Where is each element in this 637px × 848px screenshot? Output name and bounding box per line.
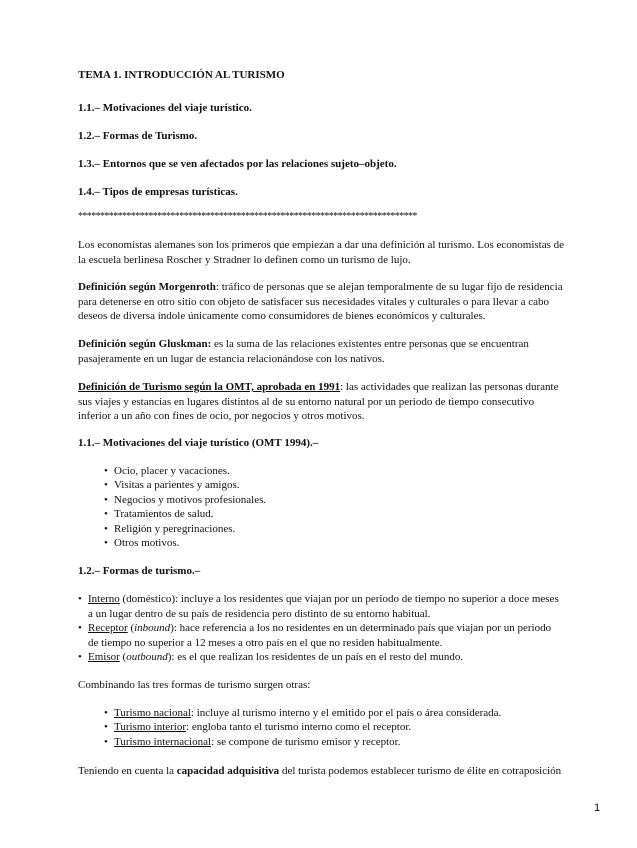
page-number: 1 xyxy=(594,802,601,814)
bullet-icon: • xyxy=(104,479,108,492)
list-item: • Emisor (outbound): es el que realizan los residentes de un país en el resto del mundo. xyxy=(78,651,464,663)
morgenroth-line-2: para detenerse en otro sitio con objeto de satisfacer sus necesidades vitales y culturales o para llevar a cabo xyxy=(78,295,549,308)
gluskman-line-1: es la suma de las relaciones existentes entre personas que se encuentran xyxy=(211,338,529,350)
bullet-icon: • xyxy=(104,522,108,535)
morgenroth-line-3: deseos de diversa índole únicamente como consumidores de bienes económicos y culturales. xyxy=(78,310,486,322)
final-paragraph: Teniendo en cuenta la capacidad adquisitiva del turista podemos establecer turismo de élite en cotraposición xyxy=(78,765,562,777)
bullet-icon: • xyxy=(78,651,82,663)
bullet-icon: • xyxy=(78,593,82,605)
intro-line-2: la escuela berlinesa Roscher y Stradner lo definen como un turismo de lujo. xyxy=(78,253,411,266)
intro-line-1: Los economistas alemanes son los primeros que empiezan a dar una definición al turismo. Los economistas de xyxy=(78,239,565,251)
omt-line-1: : las actividades que realizan las personas durante xyxy=(340,381,559,393)
section-1-heading: 1.1.– Motivaciones del viaje turístico (OMT 1994).– xyxy=(78,437,319,449)
bullet-icon: • xyxy=(104,493,108,506)
omt-line-3: inferior a un año con fines de ocio, por negocios y otros motivos. xyxy=(78,410,365,422)
list-item: • Ocio, placer y vacaciones. xyxy=(104,465,230,477)
section-2-heading: 1.2.– Formas de turismo.– xyxy=(78,565,201,577)
list-item: • Turismo nacional: incluye al turismo interno y el emitido por el país o área considerada. xyxy=(104,707,502,719)
bullet-icon: • xyxy=(104,707,108,719)
separator-line: ***************************************************************************** xyxy=(78,211,417,222)
list-item: • Receptor (inbound): hace referencia a los no residentes en un determinado país que viajan por un periodo xyxy=(78,622,552,634)
list-item: • Otros motivos. xyxy=(104,537,180,550)
omt-paragraph xyxy=(78,380,598,424)
list-item: • Negocios y motivos profesionales. xyxy=(104,493,267,506)
toc-item-3: 1.3.– Entornos que se ven afectados por las relaciones sujeto–objeto. xyxy=(78,158,397,170)
bullet-icon: • xyxy=(104,537,108,550)
morgenroth-paragraph xyxy=(78,280,598,324)
toc-item-1: 1.1.– Motivaciones del viaje turístico. xyxy=(78,102,252,114)
forms-list: • Interno (doméstico): incluye a los residentes que viajan por un periodo de tiempo no superior a doce meses a un lugar dentro de su país de residencia pero distinto de su entorno habitual. • Receptor (inbound): hace referencia a los no residentes en un determinado país que viajan por un periodo de tiempo no superior a 12 meses a otro país en el que no residen habitualmente. • Emisor (outbound): es el que realizan los residentes de un país en el resto del mundo. xyxy=(78,593,559,663)
combined-forms-list xyxy=(104,706,501,749)
list-item: • Turismo interior: engloba tanto el turismo interno como el receptor. xyxy=(104,721,412,734)
list-item: • Interno (doméstico): incluye a los residentes que viajan por un periodo de tiempo no superior a doce meses xyxy=(78,593,559,605)
page-title: TEMA 1. INTRODUCCIÓN AL TURISMO xyxy=(78,69,285,81)
omt-label: Definición de Turismo según la OMT, aprobada en 1991 xyxy=(78,381,341,393)
gluskman-label: Definición según Gluskman: xyxy=(78,338,212,350)
list-item: • Religión y peregrinaciones. xyxy=(104,522,236,535)
morgenroth-label: Definición según Morgenroth xyxy=(78,281,216,293)
list-item: • Visitas a parientes y amigos. xyxy=(104,479,240,492)
intro-paragraph xyxy=(78,238,598,267)
bullet-icon: • xyxy=(78,622,82,634)
morgenroth-line-1: : tráfico de personas que se alejan temporalmente de su lugar fijo de residencia xyxy=(215,281,563,293)
toc-item-4: 1.4.– Tipos de empresas turísticas. xyxy=(78,186,238,198)
omt-line-2: sus viajes y estancias en lugares distintos al de su entorno natural por un periodo de tiempo consecutivo xyxy=(78,395,535,408)
list-item: • Turismo internacional: se compone de turismo emisor y receptor. xyxy=(104,735,401,748)
bullet-icon: • xyxy=(104,721,108,734)
combinando-text: Combinando las tres formas de turismo surgen otras: xyxy=(78,679,311,691)
bullet-icon: • xyxy=(104,735,108,748)
list-item: • Tratamientos de salud. xyxy=(104,508,214,521)
gluskman-paragraph xyxy=(78,337,598,366)
gluskman-line-2: pasajeramente en un lugar de estancia relacionándose con los nativos. xyxy=(78,352,385,365)
toc-item-2: 1.2.– Formas de Turismo. xyxy=(78,130,198,142)
motivations-list xyxy=(104,464,266,550)
bullet-icon: • xyxy=(104,465,108,477)
bullet-icon: • xyxy=(104,508,108,521)
